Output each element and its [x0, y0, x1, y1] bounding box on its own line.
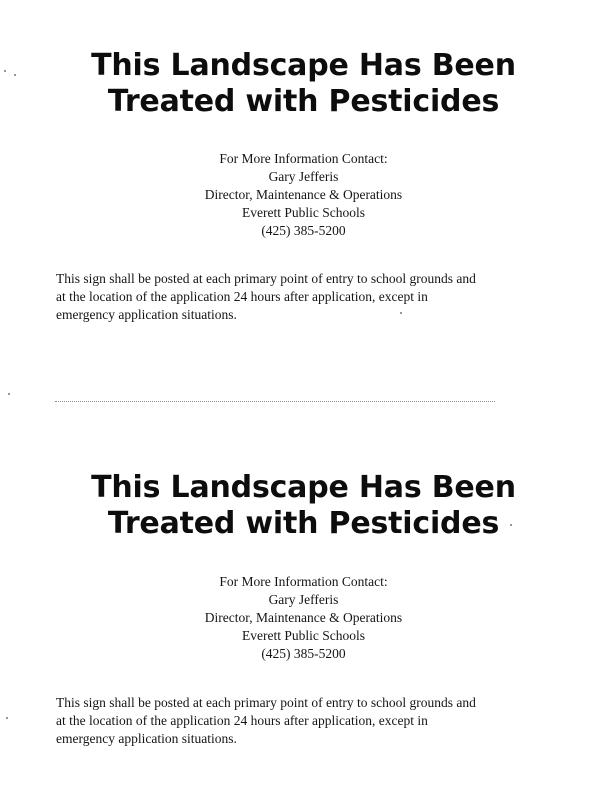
notice-line-1: This sign shall be posted at each primary point of entry to school grounds and: [56, 271, 476, 286]
pesticide-sign-bottom: [0, 470, 607, 746]
notice-line-1: This sign shall be posted at each primary point of entry to school grounds and: [56, 695, 476, 710]
contact-name: Gary Jefferis: [268, 169, 339, 184]
posting-notice: [56, 694, 556, 748]
notice-line-2: at the location of the application 24 hours after application, except in: [56, 289, 428, 304]
cut-line-divider: [55, 401, 495, 402]
contact-phone: (425) 385-5200: [261, 223, 346, 238]
notice-line-2: at the location of the application 24 hours after application, except in: [56, 713, 428, 728]
notice-line-3: emergency application situations.: [56, 731, 237, 746]
contact-block: [0, 573, 607, 663]
contact-organization: Everett Public Schools: [242, 628, 365, 643]
scan-speck: [4, 70, 6, 72]
contact-title: Director, Maintenance & Operations: [204, 187, 403, 202]
scan-speck: [8, 393, 10, 395]
contact-heading: For More Information Contact:: [219, 574, 388, 589]
scan-speck: [510, 524, 512, 526]
scan-speck: [6, 717, 8, 719]
contact-phone: (425) 385-5200: [261, 646, 346, 661]
notice-line-3: emergency application situations.: [56, 307, 237, 322]
scan-speck: [14, 74, 16, 76]
posting-notice: [56, 270, 556, 324]
sign-headline-line-1: This Landscape Has Been: [91, 470, 516, 505]
sign-headline-line-2: Treated with Pesticides: [107, 506, 500, 541]
pesticide-sign-top: [0, 48, 607, 322]
contact-heading: For More Information Contact:: [219, 151, 388, 166]
sign-headline-line-2: Treated with Pesticides: [107, 84, 500, 119]
contact-organization: Everett Public Schools: [242, 205, 365, 220]
contact-title: Director, Maintenance & Operations: [204, 610, 403, 625]
contact-block: [0, 150, 607, 240]
scan-speck: [400, 312, 402, 314]
sign-headline-line-1: This Landscape Has Been: [91, 48, 516, 83]
contact-name: Gary Jefferis: [268, 592, 339, 607]
